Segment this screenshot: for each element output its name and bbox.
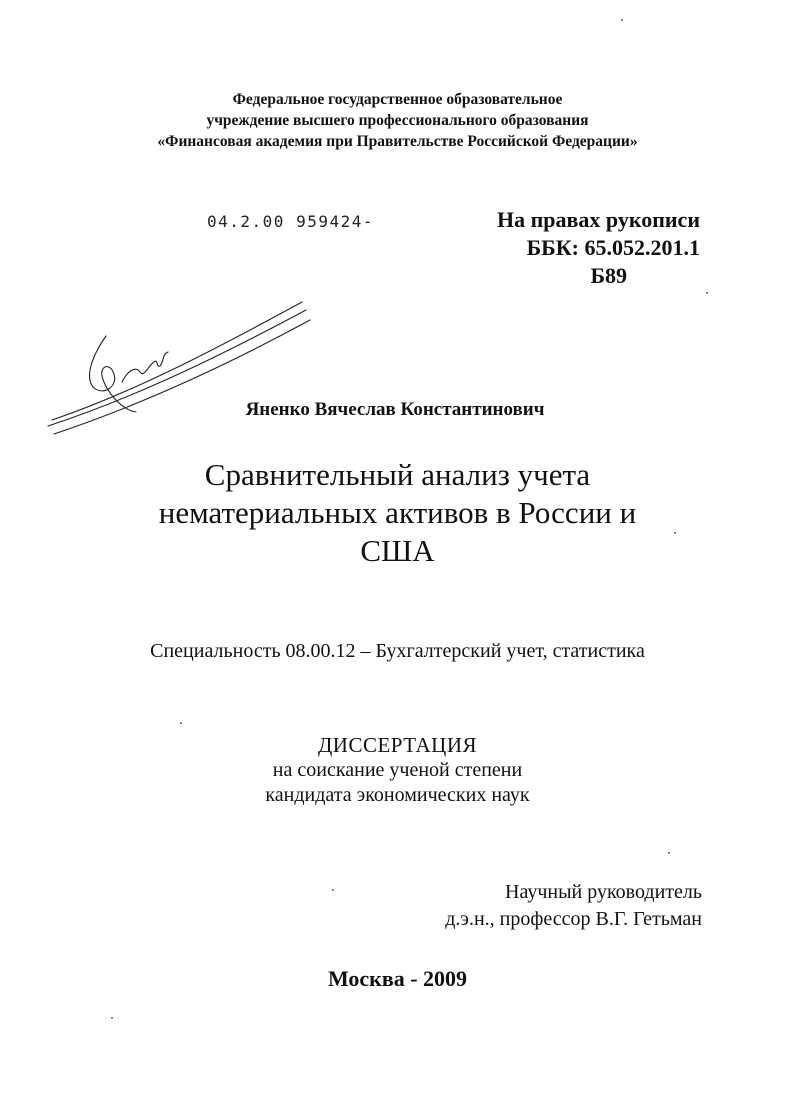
degree-line-2: кандидата экономических наук bbox=[265, 784, 530, 806]
signature-stroke-4 bbox=[90, 336, 136, 412]
inventory-number: 04.2.00 959424- bbox=[207, 212, 374, 231]
scan-speck bbox=[111, 1017, 113, 1019]
title-line-2: нематериальных активов в России и bbox=[158, 495, 637, 530]
dissertation-heading: ДИССЕРТАЦИЯ bbox=[317, 733, 478, 757]
scan-speck bbox=[180, 722, 182, 724]
degree-line-1: на соискание ученой степени bbox=[272, 759, 523, 781]
institution-header bbox=[60, 89, 735, 152]
scan-speck bbox=[668, 852, 670, 854]
author-name: Яненко Вячеслав Константинович bbox=[245, 399, 545, 420]
manuscript-rights: На правах рукописи bbox=[496, 207, 700, 232]
scan-speck bbox=[332, 889, 334, 891]
supervisor-name: д.э.н., профессор В.Г. Гетьман bbox=[445, 908, 702, 930]
scan-speck bbox=[674, 532, 676, 534]
institution-line-2: учреждение высшего профессионального образования bbox=[206, 112, 589, 129]
institution-line-1: Федеральное государственное образовательное bbox=[232, 91, 563, 108]
scan-speck bbox=[706, 292, 708, 294]
scan-speck bbox=[621, 19, 623, 21]
supervisor-block bbox=[360, 879, 702, 933]
degree-block bbox=[150, 733, 645, 808]
supervisor-role: Научный руководитель bbox=[505, 881, 702, 903]
author-mark: Б89 bbox=[590, 263, 627, 288]
rights-block bbox=[420, 206, 700, 290]
city-year: Москва - 2009 bbox=[327, 966, 468, 991]
bbk-code: ББК: 65.052.201.1 bbox=[526, 235, 700, 260]
specialty: Специальность 08.00.12 – Бухгалтерский учет, статистика bbox=[150, 640, 645, 662]
signature-stroke-5 bbox=[122, 352, 168, 382]
institution-line-3: «Финансовая академия при Правительстве Российской Федерации» bbox=[157, 133, 638, 150]
title-line-3: США bbox=[360, 533, 435, 568]
dissertation-title bbox=[80, 456, 715, 570]
title-line-1: Сравнительный анализ учета bbox=[204, 457, 591, 492]
